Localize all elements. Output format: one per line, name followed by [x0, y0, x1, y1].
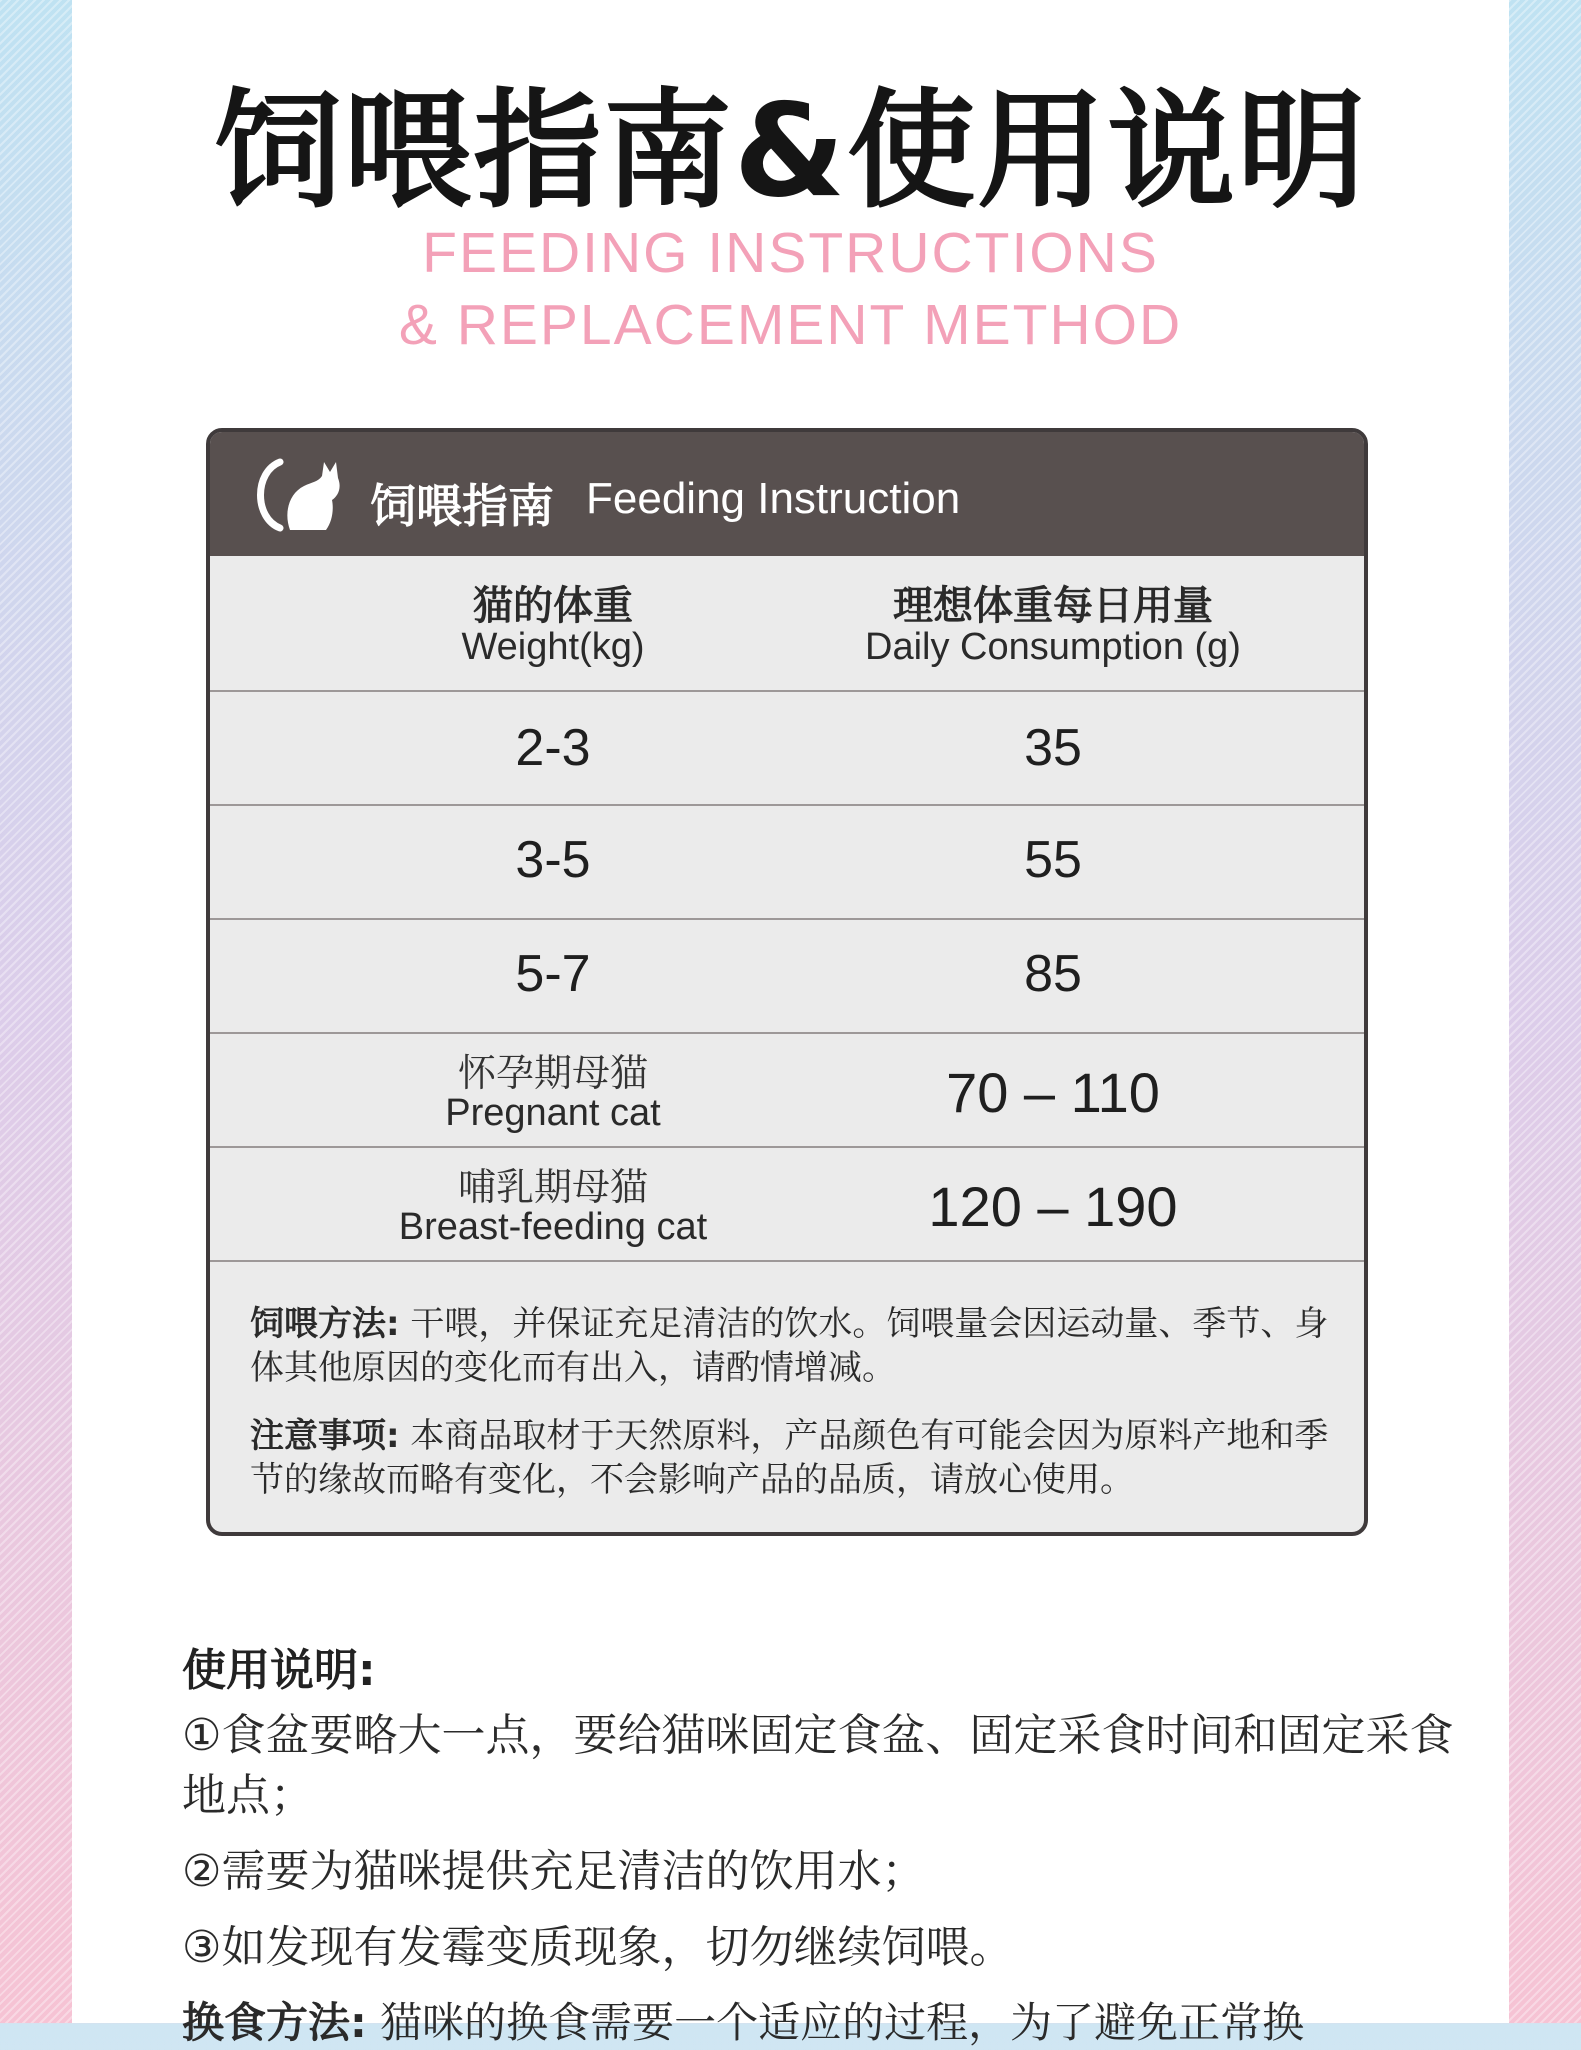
card-header-cn: 饲喂指南 [370, 479, 554, 533]
usage-title: 使用说明: [182, 1645, 376, 1696]
content-panel [72, 0, 1509, 2047]
caution-label: 注意事项: [250, 1416, 400, 1456]
feeding-method-text: 干喂，并保证充足清洁的饮水。饲喂量会因运动量、季节、身体其他原因的变化而有出入，请酌情增减。 [250, 1304, 1329, 1388]
subtitle-line-2: & REPLACEMENT METHOD [398, 293, 1183, 357]
table-row-breastfeeding [210, 1148, 1364, 1262]
amount-value: 55 [1024, 831, 1082, 889]
pregnant-amount: 70 – 110 [946, 1061, 1160, 1124]
feeding-method-label: 饲喂方法: [250, 1304, 400, 1344]
caution-note [250, 1414, 1330, 1502]
amount-value: 85 [1024, 945, 1082, 1003]
replacement-method-text: 猫咪的换食需要一个适应的过程，为了避免正常换 [380, 1998, 1305, 2047]
breastfeeding-amount: 120 – 190 [928, 1175, 1178, 1238]
usage-item: ③如发现有发霉变质现象，切勿继续饲喂。 [182, 1922, 1014, 1973]
replacement-method [182, 1990, 1482, 2050]
table-row-pregnant [210, 1034, 1364, 1148]
right-decorative-stripe [1509, 0, 1581, 2023]
subtitle-line-1: FEEDING INSTRUCTIONS [422, 221, 1159, 285]
pregnant-label-cn: 怀孕期母猫 [457, 1051, 648, 1095]
caution-text: 本商品取材于天然原料，产品颜色有可能会因为原料产地和季节的缘故而略有变化，不会影响产品的品质，请放心使用。 [250, 1416, 1329, 1500]
col-daily-en: Daily Consumption (g) [865, 626, 1241, 668]
page-title: 饲喂指南&使用说明 [213, 77, 1368, 226]
feeding-method-note [250, 1302, 1330, 1390]
amount-value: 35 [1024, 719, 1082, 777]
weight-value: 2-3 [515, 719, 591, 777]
breastfeeding-label-cn: 哺乳期母猫 [457, 1165, 648, 1209]
col-weight-en: Weight(kg) [461, 626, 645, 668]
pregnant-label-en: Pregnant cat [445, 1092, 661, 1134]
table-row [210, 920, 1364, 1034]
card-header-en: Feeding Instruction [586, 474, 961, 523]
usage-item: ②需要为猫咪提供充足清洁的饮用水； [182, 1846, 926, 1897]
table-header-row [210, 556, 1364, 692]
cat-icon [250, 454, 360, 534]
replacement-method-label: 换食方法: [182, 1998, 367, 2047]
usage-item: ①食盆要略大一点，要给猫咪固定食盆、固定采食时间和固定采食地点； [182, 1710, 1454, 1821]
left-decorative-stripe [0, 0, 72, 2023]
feeding-guide-card [206, 428, 1368, 1536]
col-daily-cn: 理想体重每日用量 [893, 583, 1213, 629]
breastfeeding-label-en: Breast-feeding cat [398, 1206, 708, 1248]
card-header [210, 432, 1364, 556]
table-row [210, 806, 1364, 920]
weight-value: 3-5 [515, 831, 591, 889]
col-weight-cn: 猫的体重 [473, 583, 633, 629]
weight-value: 5-7 [515, 945, 591, 1003]
table-row [210, 692, 1364, 806]
